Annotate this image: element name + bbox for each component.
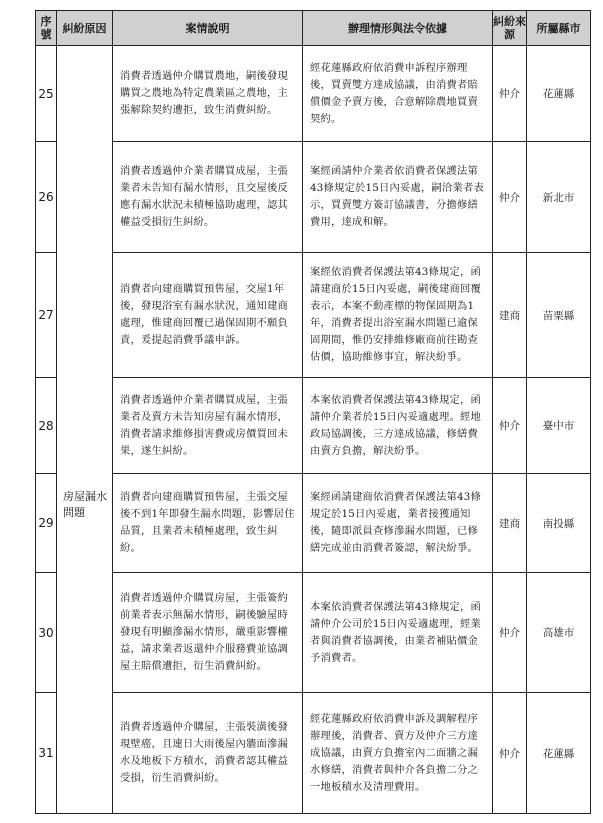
header-proc: 辦理情形與法令依據 [303, 11, 493, 46]
row-number: 29 [36, 474, 57, 573]
row-number: 28 [36, 378, 57, 474]
county: 花蓮縣 [527, 693, 591, 814]
table-row [36, 693, 591, 814]
dispute-source: 仲介 [493, 46, 527, 142]
county: 高雄市 [527, 573, 591, 693]
header-cause: 糾紛原因 [57, 11, 113, 46]
case-description: 消費者透過仲介業者購買成屋，主張業者及賣方未告知房屋有漏水情形，消費者請求維修損害費或房價買回未果，遂生糾紛。 [113, 378, 303, 474]
case-description: 消費者向建商購買預售屋，交屋1年後，發現浴室有漏水狀況，通知建商處理，惟建商回覆已過保固期不願負責，爰提起消費爭議申訴。 [113, 253, 303, 378]
header-seq: 序號 [36, 11, 57, 46]
handling-status: 案經函請建商依消費者保護法第43條規定於15日內妥處，業者接獲通知後，隨即派員查修滲漏水問題，已修繕完成並由消費者簽認，解決紛爭。 [303, 474, 493, 573]
table-row [36, 378, 591, 474]
handling-status: 案經依消費者保護法第43條規定，函請建商於15日內妥處，嗣後建商回覆表示，本案不動產標的物保固期為1年，消費者提出浴室漏水問題已逾保固期間，惟仍安排維修廠商前往勘查估價，協助維修事宜，解決紛爭。 [303, 253, 493, 378]
table-row [36, 253, 591, 378]
case-description: 消費者透過仲介購買房屋，主張簽約前業者表示無漏水情形，嗣後驗屋時發現有明顯滲漏水情形，嚴重影響權益，請求業者返還仲介服務費並協調屋主賠償遭拒，衍生消費糾紛。 [113, 573, 303, 693]
dispute-table [35, 10, 591, 814]
case-description: 消費者向建商購買預售屋，主張交屋後不到1年即發生漏水問題，影響居住品質，且業者未積極處理，致生糾紛。 [113, 474, 303, 573]
county: 新北市 [527, 142, 591, 253]
row-number: 25 [36, 46, 57, 142]
dispute-cause [57, 46, 113, 814]
county: 花蓮縣 [527, 46, 591, 142]
row-number: 26 [36, 142, 57, 253]
table-header-row [36, 11, 591, 46]
header-desc: 案情說明 [113, 11, 303, 46]
table-row [36, 142, 591, 253]
handling-status: 案經函請仲介業者依消費者保護法第43條規定於15日內妥處，嗣洽業者表示，買賣雙方簽訂協議書，分擔修繕費用，達成和解。 [303, 142, 493, 253]
header-county: 所屬縣市 [527, 11, 591, 46]
cause-label: 房屋漏水問題 [63, 489, 107, 519]
county: 苗栗縣 [527, 253, 591, 378]
dispute-source: 建商 [493, 474, 527, 573]
row-number: 30 [36, 573, 57, 693]
case-description: 消費者透過仲介業者購買成屋，主張業者未告知有漏水情形，且交屋後反應有漏水狀況未積極協助處理，認其權益受損衍生糾紛。 [113, 142, 303, 253]
dispute-source: 仲介 [493, 142, 527, 253]
table-row [36, 46, 591, 142]
handling-status: 本案依消費者保護法第43條規定，函請仲介業者於15日內妥適處理。經地政局協調後，三方達成協議，修繕費由賣方負擔，解決紛爭。 [303, 378, 493, 474]
header-src: 糾紛來源 [493, 11, 527, 46]
dispute-source: 仲介 [493, 378, 527, 474]
county: 南投縣 [527, 474, 591, 573]
handling-status: 本案依消費者保護法第43條規定，函請仲介公司於15日內妥適處理，經業者與消費者協調後，由業者補貼價金予消費者。 [303, 573, 493, 693]
county: 臺中市 [527, 378, 591, 474]
row-number: 31 [36, 693, 57, 814]
dispute-source: 仲介 [493, 573, 527, 693]
row-number: 27 [36, 253, 57, 378]
handling-status: 經花蓮縣政府依消費申訴程序辦理後，買賣雙方達成協議，由消費者賠償價金予賣方後，合意解除農地買賣契約。 [303, 46, 493, 142]
table-row [36, 573, 591, 693]
case-description: 消費者透過仲介購屋，主張裝潢後發現壁癌，且連日大雨後屋內牆面滲漏水及地板下方積水，消費者認其權益受損，衍生消費糾紛。 [113, 693, 303, 814]
dispute-source: 建商 [493, 253, 527, 378]
handling-status: 經花蓮縣政府依消費申訴及調解程序辦理後，消費者、賣方及仲介三方達成協議，由賣方負擔室內二面牆之漏水修繕，消費者與仲介各負擔二分之一地板積水及清理費用。 [303, 693, 493, 814]
case-description: 消費者透過仲介購買農地，嗣後發現購買之農地為特定農業區之農地，主張解除契約遭拒，致生消費糾紛。 [113, 46, 303, 142]
table-row [36, 474, 591, 573]
dispute-source: 仲介 [493, 693, 527, 814]
